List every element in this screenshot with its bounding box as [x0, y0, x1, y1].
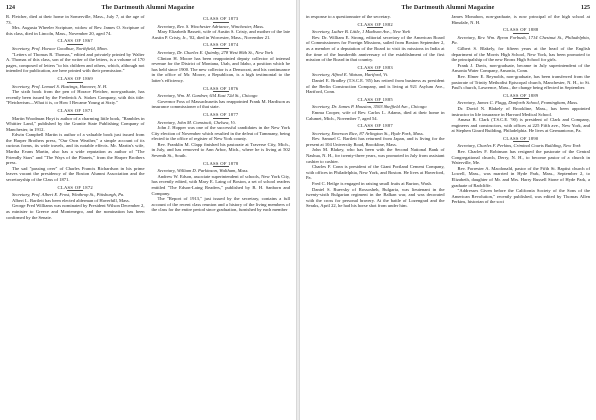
secretary-line: Secretary, Prof. Lemuel S. Hastings, Hanover, N. H. — [12, 83, 108, 89]
heading-rule — [513, 141, 529, 142]
paragraph: Rev. Franklin M. Clapp finished his pastorate at Traverse City, Mich., in July, and has removed to Ann Arbor, Mich., where he is living at 502 Seventh St., South. — [151, 141, 290, 159]
paragraph: Edwin Campbell Martin is author of a valuable book just issued from the Harper Brothers press, "Our Own Weather," a simple account of its curious forms, its wide travels, and its notable effects. Mr. Martin's wife, Martha Evans Martin, also has a wide reputation as author of "The Friendly Stars" and "The Ways of the Planets," from the Harper Brothers press. — [6, 132, 145, 166]
paragraph: John J. Hopper was one of the successful candidates in the New York City election of November which resulted in the defeat of Tammany, being elected to the office of register of New York county. — [151, 125, 290, 142]
paragraph: Charles F. Conn is president of the Giant Portland Cement Company, with offices in Philadelphia, New York, and Boston. He lives at Haverford, Pa. — [306, 164, 445, 181]
heading-rule — [67, 82, 83, 83]
paragraph: in response to a questionnaire of the secretary. — [306, 14, 391, 19]
secretary-line: Secretary, John M. Comstock, Chelsea, Vt. — [157, 119, 236, 125]
paragraph: Daniel E. Bradley (T.S.C.E. '85) has retired from business as president of the Berlin Construction Company, and is living at 921 Asylum Ave., Hartford, Conn. — [306, 77, 445, 95]
paragraph: Dr. David N. Blakely of Brookline, Mass., has been appointed instructor in life insurance in Harvard Medical School. — [451, 105, 590, 117]
paragraph: James Monahon, non-graduate, is now principal of the high school at Hinsdale, N. H. — [451, 14, 590, 25]
heading-rule — [367, 129, 383, 130]
text-column — [152, 14, 291, 416]
class-heading: CLASS OF 1873 — [202, 16, 239, 21]
secretary-line: Secretary, Dr. Charles E. Quimby, 278 West 86th St., New York — [157, 49, 273, 55]
paragraph: Clinton H. Moore has been reappointed deputy collector of internal revenue for the District of Montana, Utah, and Idaho, a position which he has held since 1900. The new collector is a Democrat, and his continuance in the office of Mr. Moore, a Republican, is a high testimonial to the latter's efficiency. — [151, 55, 290, 83]
paragraph: Martin Woodman Hoyt is author of a charming little book, "Rambles in Whittier Land," published by the Granite State Publishing Company of Manchester, in 1912. — [6, 115, 145, 132]
paragraph: The sad "passing over" of Charles Francis Richardson in his prime leaves vacant the presidency of the Boston Alumni Association and the secretaryship of the Class of 1871. — [6, 165, 145, 183]
class-heading: CLASS OF 1890 — [502, 135, 539, 141]
secretary-line: Secretary, Dr. James P. Houston, 3503 Sheffield Ave., Chicago — [312, 104, 427, 110]
right-page — [300, 0, 596, 420]
paragraph: Daniel S. Ruevsky of Rossosheh, Bulgaria, was lieutenant in the twenty-sixth Bulgarian regiment in the Balkan war, and was decorated with the cross for personal bravery. At the battle of Lozengrad and the Seraks, April 22, he had his horse shot from under him. — [306, 186, 445, 209]
heading-rule — [67, 190, 83, 191]
paragraph: Albert L. Bartlett has been elected alderman of Haverhill, Mass. — [12, 197, 130, 203]
paragraph: Rev. Dr. William E. Strong, editorial secretary of the American Board of Commissioners for Foreign Missions, sailed from Boston September 2, as a member of a deputation of the Board to visit its missions in India at the time of the hundredth anniversary of the establishment of the first mission of the Board in that country. — [306, 34, 445, 63]
secretary-line: Secretary, William D. Parkinson, Waltham, Mass. — [157, 168, 249, 174]
paragraph: George Fred Williams was nominated by President Wilson December 2, as minister to Greece and Montenegro, and the nomination has been confirmed by the Senate. — [6, 203, 145, 220]
paragraph: John M. Blakey, who has been with the Second National Bank of Nashua, N. H., for twenty-three years, was promoted in July from assistant cashier to cashier. — [306, 147, 445, 164]
class-heading: CLASS OF 1872 — [57, 184, 94, 190]
text-column — [306, 14, 445, 416]
paragraph: The sixth book from the pen of Horace Fletcher, non-graduate, has recently been issued by the Frederick A. Stokes Company, with this title: "Fletcherism—What it is, or How I Became Young at Sixty." — [6, 89, 145, 106]
paragraph: Andrew W. Edson, associate superintendent of schools, New York City, has recently edited, with Mary E. Laing of Boston, a set of school readers entitled "The Edson-Laing Readers," published by B. H. Sanborn and Company. — [151, 173, 290, 196]
text-column — [452, 14, 591, 416]
heading-rule — [367, 102, 383, 103]
secretary-line: Secretary, Wm. H. Gardner, 634 East 72d St., Chicago — [157, 93, 258, 99]
heading-rule — [513, 33, 529, 34]
class-heading: CLASS OF 1889 — [502, 92, 539, 98]
heading-rule — [367, 70, 383, 71]
class-heading: CLASS OF 1887 — [357, 123, 394, 129]
heading-rule — [213, 166, 229, 167]
paragraph: Emma Cooper, wife of Rev. Carlos L. Adams, died at their home in Calumet, Mich., November 7, aged 54. — [306, 109, 445, 121]
class-heading: CLASS OF 1877 — [202, 111, 239, 117]
running-title: The Dartmouth Alumni Magazine — [401, 5, 495, 11]
paragraph: Rev. Elmer E. Reynolds, non-graduate, has been transferred from the pastorate of Trinity Methodist Episcopal church, Manchester, N. H., to St. Paul's church, Lawrence, Mass., the change being effected in September. — [451, 73, 590, 91]
paragraph: Rev. Forrester A. Macdonald, pastor of the Fifth St. Baptist church of Lowell, Mass., was married in Hyde Park, Mass., September 2, to Elizabeth, daughter of Mr. and Mrs. Harry Russell Stone of Hyde Park, a graduate of Radcliffe. — [451, 165, 590, 188]
secretary-line: Secretary, Prof. Horace Goodhue, Northfield, Minn. — [12, 45, 108, 51]
class-heading: CLASS OF 1869 — [57, 75, 94, 81]
paragraph: Amasa B. Clark (T.S.C.E. '90) is president of Clark and Company, engineers and constructors, with offices at 225 Fifth ave., New York, and at Stephen Girard Building, Philadelphia. He lives at Germantown, Pa. — [451, 117, 590, 134]
secretary-line: Secretary, Charles F. Perkins, Criminal Courts Building, New York — [457, 143, 581, 149]
class-heading: CLASS OF 1885 — [357, 96, 394, 102]
class-heading: CLASS OF 1882 — [357, 21, 394, 27]
page-number: 125 — [581, 5, 590, 11]
right-columns — [306, 14, 590, 416]
text-column — [6, 14, 145, 416]
class-heading: CLASS OF 1871 — [57, 107, 94, 113]
class-heading: CLASS OF 1867 — [57, 38, 94, 44]
secretary-line: Secretary, James C. Flagg, Danforth School, Framingham, Mass. — [457, 100, 579, 106]
paragraph: Fred C. Heilge is engaged in raising small fruits at Burton, Wash. — [312, 181, 432, 187]
heading-rule — [213, 118, 229, 119]
paragraph: Frank J. Davis, non-graduate, became in July superintendent of the Ansonia Water Company, Ansonia, Conn. — [451, 62, 590, 74]
paragraph: Gilbert S. Blakely, for fifteen years at the head of the English department of the Morris High School, New York, has been promoted to the principalship of the new Bronx High School for girls. — [451, 45, 590, 63]
heading-rule — [367, 27, 383, 28]
paragraph: Governor Foss of Massachusetts has reappointed Frank M. Hardison as insurance commissioner of that state. — [151, 98, 290, 110]
paragraph: Rev. Charles F. Robinson has resigned the pastorate of the Central Congregational church, Derry, N. H., to become pastor of a church in Waterville, Me. — [451, 149, 590, 166]
class-heading: CLASS OF 1878 — [202, 160, 239, 166]
page-number: 124 — [6, 5, 15, 11]
class-heading: CLASS OF 1883 — [357, 64, 394, 70]
paragraph: Mrs. Augusta Wheeler Scripture, widow of Rev. James O. Scripture of this class, died in Lincoln, Mass., November 20, aged 74. — [6, 25, 145, 36]
secretary-line: Secretary, Rev. S. Winchester Adriance, Winchester, Mass. — [157, 23, 265, 29]
secretary-line: Secretary, Prof. Albert E. Frost, Winthrop St., Pittsburgh, Pa. — [12, 192, 125, 198]
paragraph: "Addresses Given before the California Society of the Sons of the American Revolution," recently published, was edited by Thomas Allen Perkins, historian of the soci — [451, 188, 590, 205]
running-title: The Dartmouth Alumni Magazine — [101, 5, 195, 11]
heading-rule — [213, 48, 229, 49]
secretary-line: Secretary, Alfred E. Watson, Hartford, Vt. — [312, 72, 389, 78]
paragraph: Rev. Samuel C. Bartlett has returned from Japan, and is living for the present at 104 University Road, Brookline, Mass. — [306, 136, 445, 147]
class-heading: CLASS OF 1888 — [502, 27, 539, 33]
left-page — [0, 0, 296, 420]
paragraph: "Letters of Thomas R. Thomas," edited and privately printed by Walter A. Thomas of this class, son of the writer of the letters, is a volume of 170 pages, composed of letters "to his children and others, which, although not intended for publication, are here printed with their permission." — [6, 51, 145, 74]
secretary-line: Secretary, Emerson Rice, 87 Arlington St., Hyde Park, Mass. — [312, 130, 424, 136]
secretary-line: Secretary, Rev. Wm. Byron Forbush, 1714 Chestnut St., Philadelphia, Pa. — [451, 34, 590, 46]
heading-rule — [67, 44, 83, 45]
heading-rule — [513, 98, 529, 99]
heading-rule — [213, 22, 229, 23]
secretary-line: Secretary, Luther B. Little, 1 Madison Ave., New York — [312, 29, 411, 35]
class-heading: CLASS OF 1874 — [202, 42, 239, 48]
paragraph: Mary Elizabeth Bassett, wife of Austin S. Cristy, and mother of the late Austin P. Cristy, Jr., '02, died in Worcester, Mass., November 21. — [151, 29, 290, 40]
left-columns — [6, 14, 290, 416]
class-heading: CLASS OF 1876 — [202, 85, 239, 91]
paragraph: The "Report of 1913," just issued by the secretary, contains a full account of the recent class reunion and a history of the living members of the class for the entire period since graduation, furnished by each member — [151, 196, 290, 213]
heading-rule — [67, 114, 83, 115]
paragraph: R. Fletcher, died at their home in Somerville, Mass., July 7, at the age of 73. — [6, 14, 145, 25]
heading-rule — [213, 91, 229, 92]
